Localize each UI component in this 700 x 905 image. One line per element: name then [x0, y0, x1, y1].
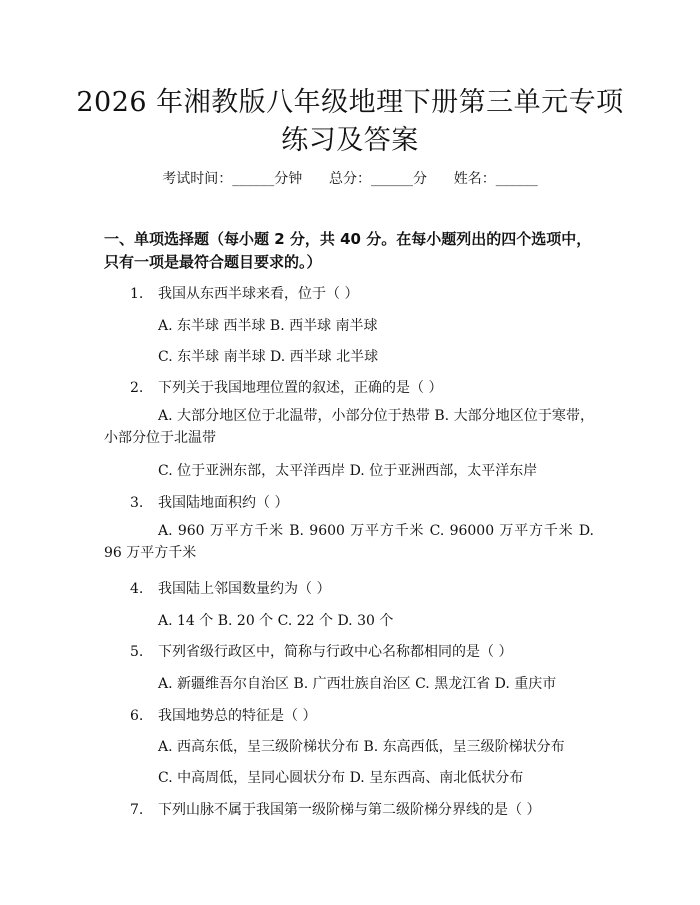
question-1-options-1: A. 东半球 西半球 B. 西半球 南半球 — [158, 318, 378, 334]
question-number: 4. — [130, 581, 144, 597]
question-number: 7. — [130, 802, 144, 818]
document-title-line2: 练习及答案 — [281, 125, 419, 156]
question-3 — [130, 492, 288, 512]
question-text: 下列关于我国地理位置的叙述，正确的是（ ） — [158, 380, 443, 396]
question-2 — [130, 377, 442, 397]
question-3-options-1: A. 960 万平方千米 B. 9600 万平方千米 C. 96000 万平方千米 D. 96 万平方千米 — [104, 523, 594, 561]
question-number: 2. — [130, 380, 144, 396]
question-number: 3. — [130, 495, 144, 511]
question-6-options-1: A. 西高东低，呈三级阶梯状分布 B. 东高西低，呈三级阶梯状分布 — [158, 739, 565, 755]
question-text: 我国从东西半球来看，位于（ ） — [158, 286, 359, 302]
question-text: 我国陆上邻国数量约为（ ） — [158, 581, 331, 597]
question-6-options-2: C. 中高周低，呈同心圆状分布 D. 呈东西高、南北低状分布 — [158, 770, 524, 786]
question-6 — [130, 705, 316, 725]
question-4-options-1: A. 14 个 B. 20 个 C. 22 个 D. 30 个 — [158, 613, 394, 629]
question-text: 我国地势总的特征是（ ） — [158, 708, 317, 724]
question-text: 下列山脉不属于我国第一级阶梯与第二级阶梯分界线的是（ ） — [158, 802, 541, 818]
question-text: 我国陆地面积约（ ） — [158, 495, 289, 511]
question-number: 6. — [130, 708, 144, 724]
exam-info: 考试时间：______分钟 总分：______分 姓名：______ — [162, 171, 538, 187]
question-7 — [130, 799, 540, 819]
question-1-options-2: C. 东半球 南半球 D. 西半球 北半球 — [158, 349, 379, 365]
question-2-options-1: A. 大部分地区位于北温带，小部分位于热带 B. 大部分地区位于寒带，小部分位于北温带 — [104, 408, 594, 446]
section-heading: 一、单项选择题（每小题 2 分，共 40 分。在每小题列出的四个选项中，只有一项是最符合题目要求的。） — [104, 230, 592, 271]
question-5 — [130, 641, 512, 661]
document-title-line1: 2026 年湘教版八年级地理下册第三单元专项 — [76, 87, 624, 118]
question-number: 5. — [130, 644, 144, 660]
question-5-options-1: A. 新疆维吾尔自治区 B. 广西壮族自治区 C. 黑龙江省 D. 重庆市 — [158, 676, 557, 692]
question-number: 1. — [130, 286, 144, 302]
question-text: 下列省级行政区中，简称与行政中心名称都相同的是（ ） — [158, 644, 513, 660]
question-1 — [130, 283, 358, 303]
question-4 — [130, 578, 330, 598]
question-2-options-2: C. 位于亚洲东部，太平洋西岸 D. 位于亚洲西部，太平洋东岸 — [158, 463, 538, 479]
